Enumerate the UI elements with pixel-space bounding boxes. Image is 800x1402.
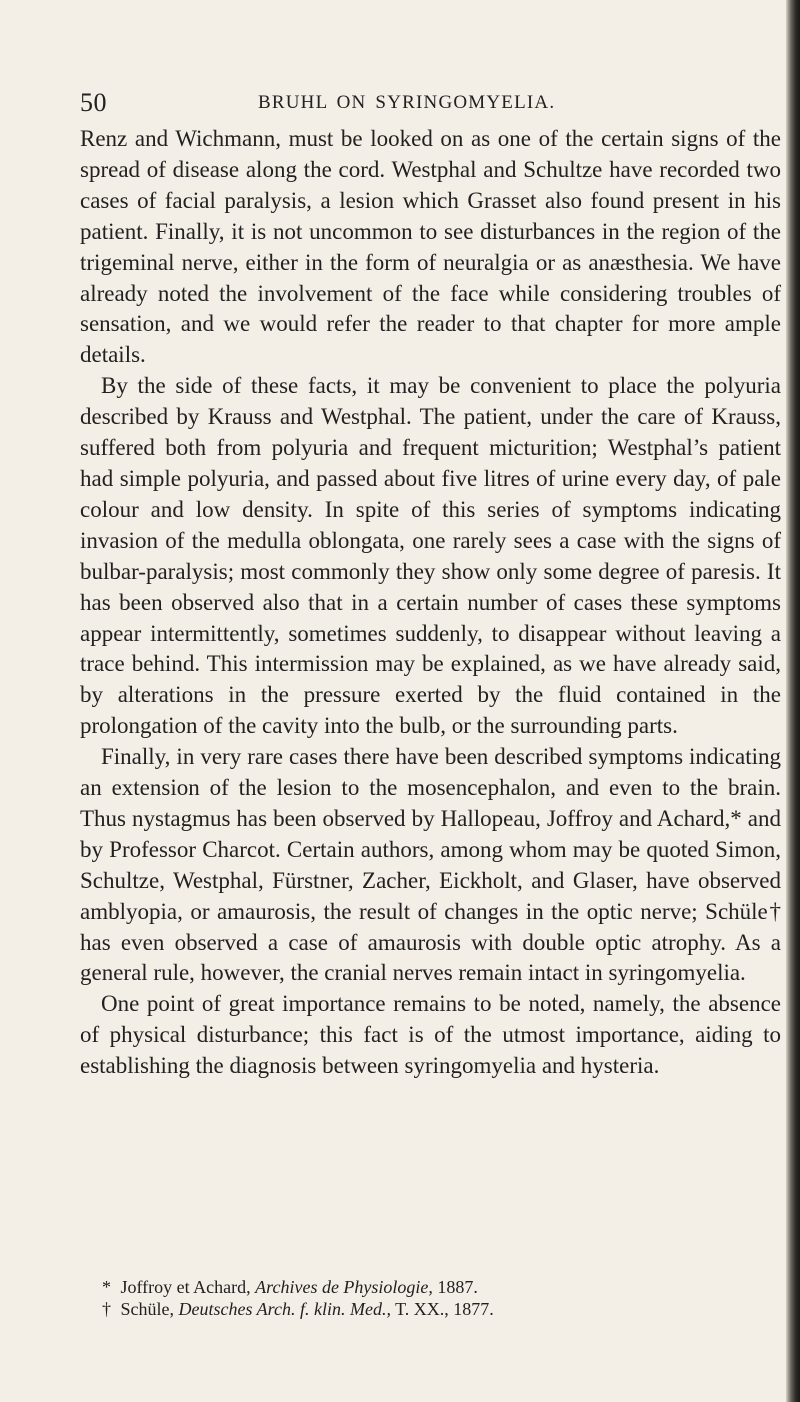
footnote-source: Archives de Physiologie, — [255, 1277, 433, 1297]
paragraph: By the side of these facts, it may be convenient to place the polyuria described by Krauss and Westphal. The patient, under the care of Krauss, suffered both from polyuria and frequent micturition; Westphal’s patient had simple polyuria, and passed about five litres of urine every day, of pale colour and low density. In spite of this series of symptoms indicating invasion of the medulla oblongata, one rarely sees a case with the signs of bulbar-paralysis; most commonly they show only some degree of paresis. It has been observed also that in a certain number of cases these symptoms appear intermittently, sometimes suddenly, to disappear without leaving a trace behind. This intermission may be explained, as we have already said, by alterations in the pressure exerted by the fluid contained in the prolongation of the cavity into the bulb, or the surrounding parts. — [80, 373, 781, 739]
footnote-mark: * — [102, 1277, 111, 1297]
footnote — [102, 1276, 762, 1298]
footnote-detail: T. XX., 1877. — [395, 1299, 494, 1319]
footnote-authors: Schüle, — [120, 1299, 174, 1319]
footnotes — [102, 1276, 762, 1320]
running-head: BRUHL ON SYRINGOMYELIA. — [258, 92, 556, 113]
footnote-detail: 1887. — [437, 1277, 478, 1297]
footnote-authors: Joffroy et Achard, — [120, 1277, 251, 1297]
footnote-source: Deutsches Arch. f. klin. Med., — [178, 1299, 391, 1319]
paragraph: Renz and Wichmann, must be looked on as one of the certain signs of the spread of disease along the cord. Westphal and Schultze have recorded two cases of facial paralysis, a lesion which Grasset also found present in his patient. Finally, it is not uncommon to see disturbances in the region of the trigeminal nerve, either in the form of neuralgia or as anæsthesia. We have already noted the involvement of the face while considering troubles of sensation, and we would refer the reader to that chapter for more ample details. — [80, 126, 781, 368]
page-number: 50 — [80, 88, 107, 117]
body-text — [80, 124, 781, 1082]
footnote — [102, 1298, 762, 1320]
paragraph: Finally, in very rare cases there have been described symptoms indicating an extension of the lesion to the mosencephalon, and even to the brain. Thus nystagmus has been observed by Hallopeau, Joffroy and Achard,* and by Professor Charcot. Certain authors, among whom may be quoted Simon, Schultze, Westphal, Fürstner, Zacher, Eickholt, and Glaser, have observed amblyopia, or amaurosis, the result of changes in the optic nerve; Schüle† has even observed a case of amaurosis with double optic atrophy. As a general rule, however, the cranial nerves remain intact in syringomyelia. — [80, 744, 781, 986]
page-edge-shadow — [786, 0, 800, 1402]
footnote-mark: † — [102, 1299, 111, 1319]
paragraph: One point of great importance remains to be noted, namely, the absence of physical disturbance; this fact is of the utmost importance, aiding to establishing the diagnosis between syringomyelia and hysteria. — [80, 991, 781, 1079]
